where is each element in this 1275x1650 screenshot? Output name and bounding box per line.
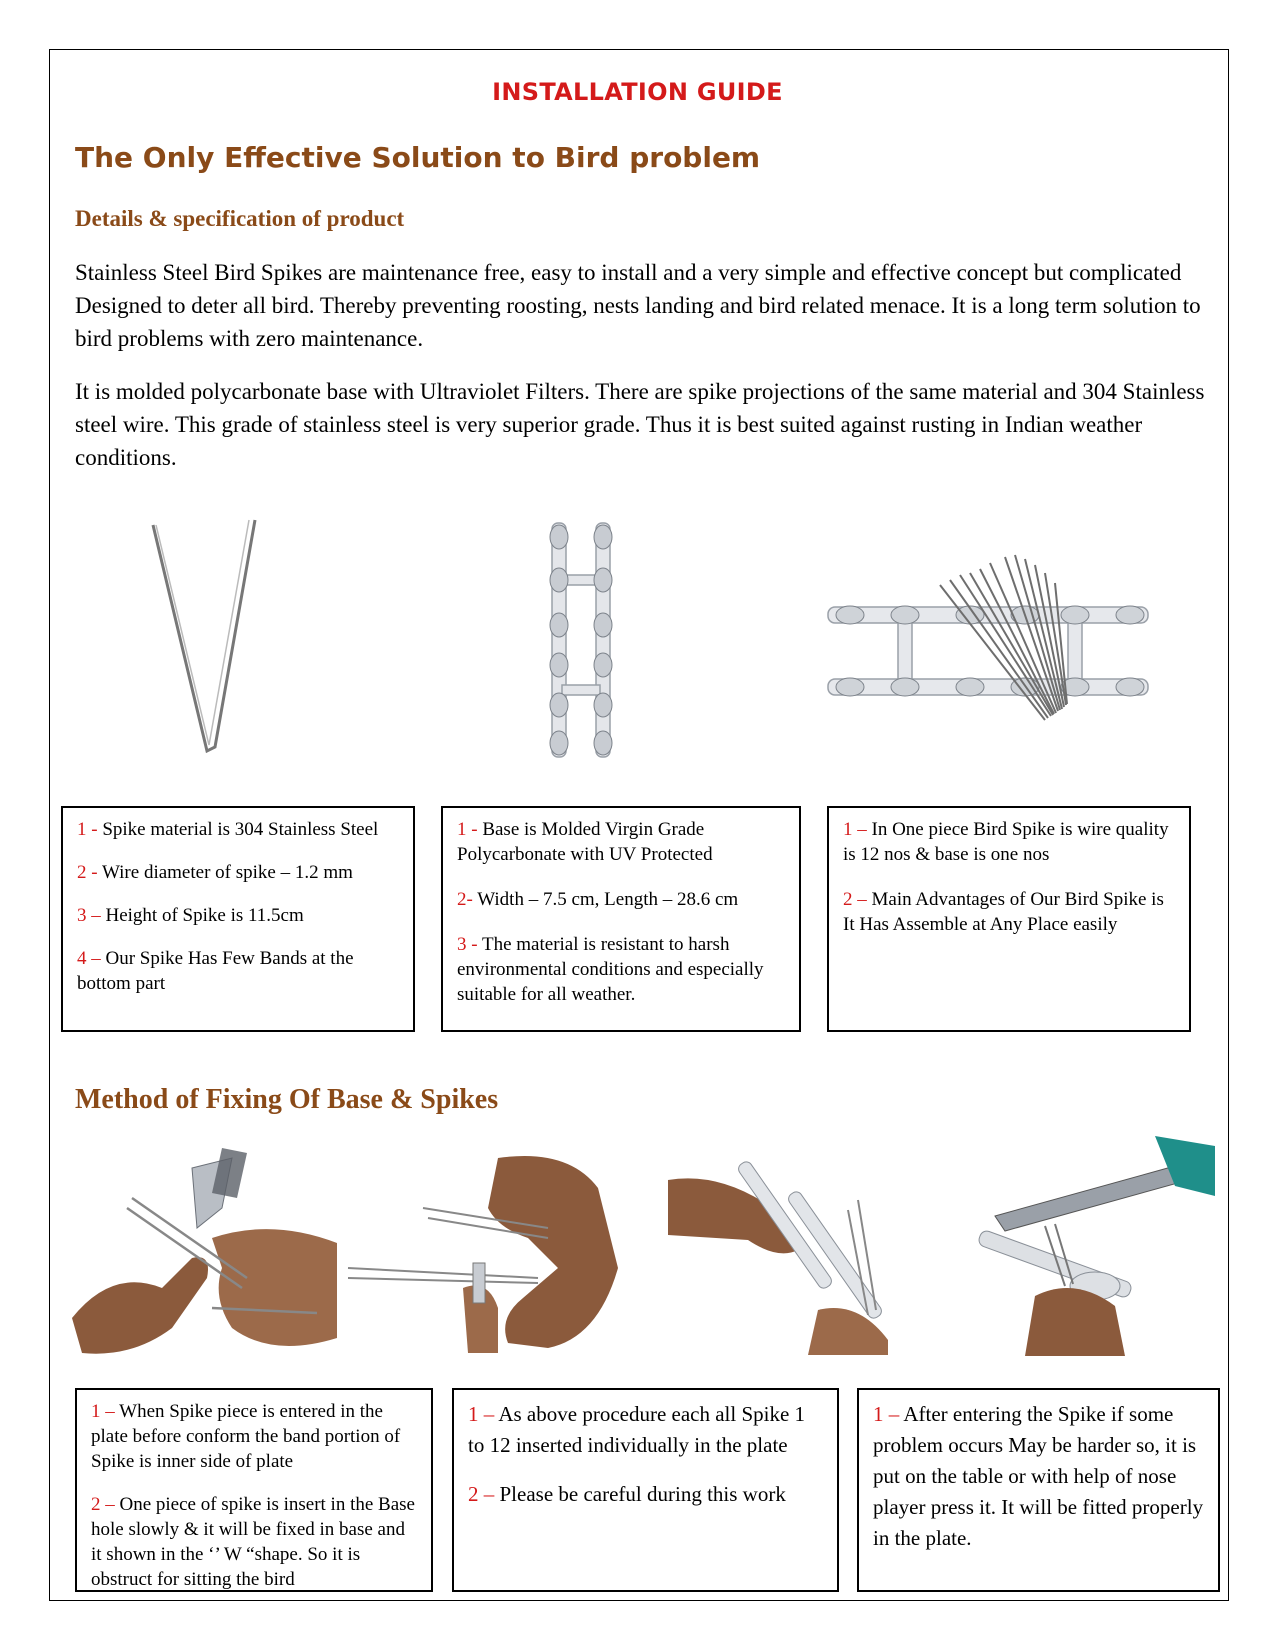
spec-box-base [441,806,801,1032]
method-item: 1 – When Spike piece is entered in the plate before conform the band portion of Spike is inner side of plate [91,1401,401,1472]
hands-inserting-spike-icon [72,1148,342,1358]
polycarbonate-base-icon [538,515,638,765]
method-item: 2 – Please be careful during this work [468,1482,786,1506]
spec-item: 2 - Wire diameter of spike – 1.2 mm [77,862,353,883]
spec-box-spike [61,806,415,1032]
guide-title: INSTALLATION GUIDE [492,78,783,106]
sub-heading: Details & specification of product [75,206,405,231]
method-box-3 [857,1388,1220,1592]
spec-box-kit [827,806,1191,1032]
spec-item: 3 - The material is resistant to harsh environmental conditions and especially suitable for all weather. [457,934,764,1005]
spike-wire-icon [145,515,265,765]
intro-paragraph-1: Stainless Steel Bird Spikes are maintenance free, easy to install and a very simple and effective concept but complicated Designed to deter all bird. Thereby preventing roosting, nests landing and bird related menace. It is a long term solution to bird problems with zero maintenance. [75,260,1201,351]
spec-item: 1 - Spike material is 304 Stainless Steel [77,819,379,840]
spec-item: 2- Width – 7.5 cm, Length – 28.6 cm [457,889,739,910]
method-box-1 [75,1388,433,1592]
hand-holding-spike-icon [348,1148,633,1358]
assembled-spike-kit-icon [820,555,1160,730]
method-item: 2 – One piece of spike is insert in the Base hole slowly & it will be fixed in base and it shown in the ‘’ W “shape. So it is obstruct for sitting the bird [91,1494,415,1590]
spec-item: 1 - Base is Molded Virgin Grade Polycarbonate with UV Protected [457,819,713,865]
pliers-pressing-spike-icon [975,1136,1215,1356]
main-heading: The Only Effective Solution to Bird problem [75,141,761,174]
method-item: 1 – After entering the Spike if some problem occurs May be harder so, it is put on the table or with help of nose player press it. It will be fitted properly in the plate. [873,1402,1204,1550]
method-item: 1 – As above procedure each all Spike 1 to 12 inserted individually in the plate [468,1402,806,1457]
spec-item: 3 – Height of Spike is 11.5cm [77,905,304,926]
hands-fixing-base-icon [668,1140,928,1355]
spec-item: 4 – Our Spike Has Few Bands at the bottom part [77,948,354,994]
method-heading: Method of Fixing Of Base & Spikes [75,1084,499,1115]
spec-item: 1 – In One piece Bird Spike is wire quality is 12 nos & base is one nos [843,819,1169,865]
method-box-2 [452,1388,839,1592]
intro-paragraph-2: It is molded polycarbonate base with Ultraviolet Filters. There are spike projections of the same material and 304 Stainless steel wire. This grade of stainless steel is very superior grade. Thus it is best suited against rusting in Indian weather conditions. [75,379,1205,470]
spec-item: 2 – Main Advantages of Our Bird Spike is It Has Assemble at Any Place easily [843,889,1164,935]
